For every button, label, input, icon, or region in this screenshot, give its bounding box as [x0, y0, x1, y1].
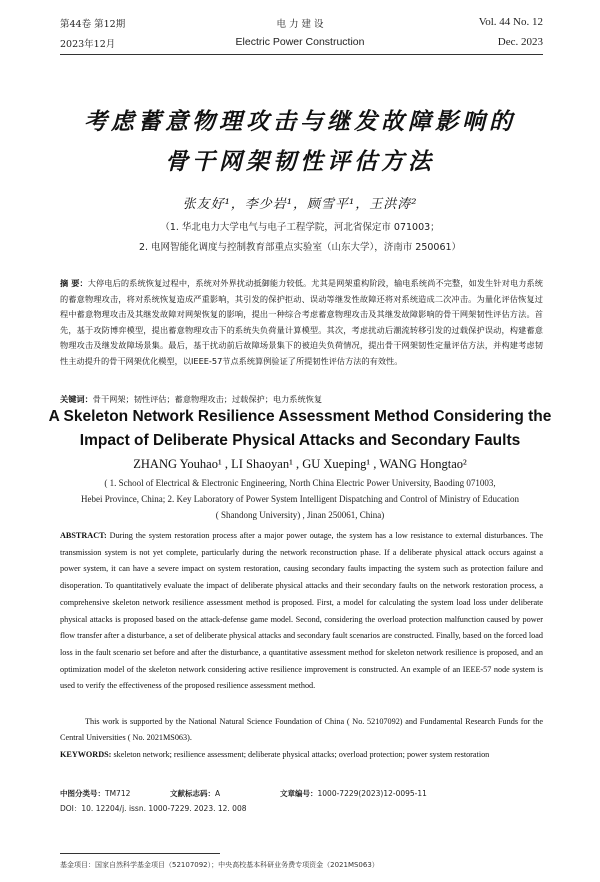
- keywords-cn-label: 关键词：: [60, 394, 93, 404]
- article-number: [280, 788, 427, 799]
- keywords-en: [60, 747, 543, 763]
- keywords-cn-text: 骨干网架；韧性评估；蓄意物理攻击；过载保护；电力系统恢复: [92, 394, 323, 404]
- authors-cn: 张友好¹，李少岩¹，顾雪平¹，王洪涛²: [182, 197, 418, 212]
- header-date-cn: 2023年12月: [60, 39, 116, 50]
- clc-label: 中图分类号：: [60, 789, 105, 798]
- keywords-cn: [60, 392, 543, 406]
- clc-code: [60, 788, 130, 799]
- affiliation-en-line2: Hebei Province, China; 2. Key Laboratory of Power System Intelligent Dispatching and Control of Ministry of Education: [81, 494, 519, 504]
- doc-label: 文献标志码：: [170, 789, 215, 798]
- title-cn-line2: 骨干网架韧性评估方法: [165, 148, 435, 175]
- document-code: [170, 788, 220, 799]
- title-en-line1: A Skeleton Network Resilience Assessment Method Considering the: [48, 408, 552, 425]
- footnote-rule: [60, 853, 220, 854]
- abstract-en-label: ABSTRACT:: [60, 531, 107, 540]
- abstract-cn-text: 大停电后的系统恢复过程中，系统对外界扰动抵御能力较低。尤其是网架重构阶段，输电系统尚不完整，如发生针对电力系统的蓄意物理攻击，将对系统恢复造成严重影响，其引发的保护拒动、误动等继发性故障还将对系统造成二次冲击。为量化评估恢复过程中蓄意物理攻击及其继发故障对网架恢复的影响，提出一种综合考虑蓄意物理攻击及其继发故障影响的骨干网架韧性评估方法。首先，基于攻防博弈模型，提出蓄意物理攻击下的系统失负荷量计算模型。其次，考虑扰动后潮流转移引发的过载保护误动，构建蓄意物理攻击及继发故障场景集。最后，基于扰动前后故障场景集下的被迫失负荷情况，提出骨干网架韧性定量评估方法，并构建考虑韧性主动提升的骨干网架优化模型，以IEEE-57节点系统算例验证了所提韧性评估方法的有效性。: [60, 278, 543, 366]
- keywords-en-label: KEYWORDS:: [60, 750, 112, 759]
- doi-value: 10. 12204/j. issn. 1000-7229. 2023. 12. 008: [81, 804, 247, 813]
- doc-value: A: [215, 789, 221, 798]
- keywords-en-text: skeleton network; resilience assessment; deliberate physical attacks; overload protection; power system restoration: [113, 750, 490, 759]
- title-en-line2: Impact of Deliberate Physical Attacks and Secondary Faults: [79, 432, 521, 449]
- affiliation-en-line1: ( 1. School of Electrical & Electronic Engineering, North China Electric Power University, Baoding 071003,: [104, 478, 496, 488]
- header-journal-en: Electric Power Construction: [235, 36, 365, 48]
- abstract-cn: [60, 276, 543, 370]
- header-journal-cn: 电 力 建 设: [276, 19, 324, 30]
- footnote-funding: 基金项目：国家自然科学基金项目（52107092）；中央高校基本科研业务费专项资金（2021MS063）: [60, 861, 379, 869]
- authors-en: ZHANG Youhao¹ , LI Shaoyan¹ , GU Xueping¹ , WANG Hongtao²: [133, 457, 467, 471]
- doi: [60, 803, 247, 814]
- abstract-en: [60, 528, 543, 695]
- header-rule: [60, 54, 543, 55]
- header-volume-cn: 第44卷 第12期: [60, 19, 126, 30]
- affiliation-cn-line2: 2. 电网智能化调度与控制教育部重点实验室（山东大学），济南市 250061）: [138, 242, 462, 253]
- abstract-cn-label: 摘 要：: [60, 278, 88, 288]
- title-cn-line1: 考虑蓄意物理攻击与继发故障影响的: [84, 108, 516, 135]
- funding-en: This work is supported by the National Natural Science Foundation of China ( No. 52107092) and Fundamental Research Funds for the Central Universities ( No. 2021MS063).: [60, 717, 543, 742]
- doi-label: DOI：: [60, 804, 82, 813]
- article-label: 文章编号：: [280, 789, 318, 798]
- affiliation-en-line3: ( Shandong University) , Jinan 250061, China): [215, 510, 385, 520]
- abstract-en-text: During the system restoration process after a major power outage, the system has a low resistance to external disturbances. The transmission system is not yet complete, particularly during the network reconstruction phase. If a deliberate physical attack occurs against a power system, it can have a severe impact on system restoration, causing secondary faults impacting the system such as protection failure and disoperation. To quantitatively evaluate the impact of deliberate physical attacks and their secondary faults on the network restoration process, a comprehensive skeleton network resilience assessment method is proposed. First, a model for calculating the system load loss under deliberate physical attacks is proposed based on the attack-defense game model. Second, considering the overload protection malfunction caused by power flow transfer after a disturbance, a set of deliberate physical attacks and secondary fault scenarios are constructed. Finally, based on the forced load loss in the fault scenario set before and after the disturbance, a quantitative assessment method for skeleton network resilience is proposed, and an optimization model of the skeleton network considering active resilience improvement is constructed. An example of an IEEE-57 node system is used to verify the effectiveness of the proposed resilience assessment method.: [60, 531, 543, 691]
- header-volume-en: Vol. 44 No. 12: [478, 16, 543, 28]
- article-value: 1000-7229(2023)12-0095-11: [317, 789, 427, 798]
- header-date-en: Dec. 2023: [497, 36, 543, 48]
- clc-value: TM712: [105, 789, 131, 798]
- affiliation-cn-line1: （1. 华北电力大学电气与电子工程学院，河北省保定市 071003；: [160, 222, 440, 233]
